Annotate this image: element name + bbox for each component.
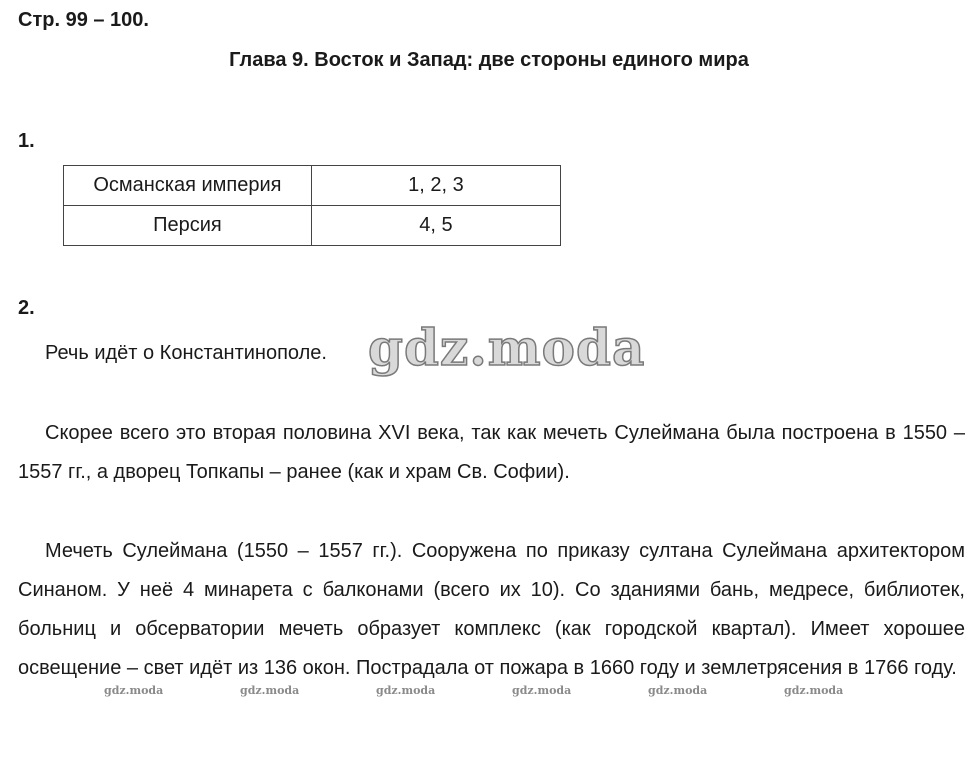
watermark-small: gdz.moda	[240, 684, 300, 697]
table-row	[64, 166, 561, 206]
answer-table	[63, 165, 561, 246]
table-cell-numbers: 1, 2, 3	[311, 166, 560, 206]
task-1-number: 1.	[18, 130, 35, 152]
answer-paragraph-dating: Скорее всего это вторая половина XVI века, так как мечеть Сулеймана была построена в 1550 – 1557 гг., а дворец Топкапы – ранее (как и храм Св. Софии).	[18, 422, 965, 483]
table-row	[64, 206, 561, 246]
watermark-small: gdz.moda	[512, 684, 572, 697]
table-cell-numbers: 4, 5	[311, 206, 560, 246]
table-cell-country: Персия	[64, 206, 312, 246]
page-reference: Стр. 99 – 100.	[18, 9, 149, 31]
answer-paragraph-mosque: Мечеть Сулеймана (1550 – 1557 гг.). Сооружена по приказу султана Сулеймана архитектором Синаном. У неё 4 минарета с балконами (всего их 10). Со зданиями бань, медресе, библиотек, больниц и обсерватории мечеть образует комплекс (как городской квартал). Имеет хорошее освещение – свет идёт из 136 окон. Пострадала от пожара в 1660 году и землетрясения в 1766 году.	[18, 540, 965, 679]
answer-paragraph-city: Речь идёт о Константинополе.	[45, 342, 327, 364]
chapter-title: Глава 9. Восток и Запад: две стороны единого мира	[229, 49, 749, 71]
task-2-number: 2.	[18, 297, 35, 319]
watermark-small: gdz.moda	[104, 684, 164, 697]
table-cell-country: Османская империя	[64, 166, 312, 206]
watermark-logo: gdz.moda	[368, 318, 646, 377]
watermark-small: gdz.moda	[784, 684, 844, 697]
watermark-small: gdz.moda	[648, 684, 708, 697]
watermark-small: gdz.moda	[376, 684, 436, 697]
